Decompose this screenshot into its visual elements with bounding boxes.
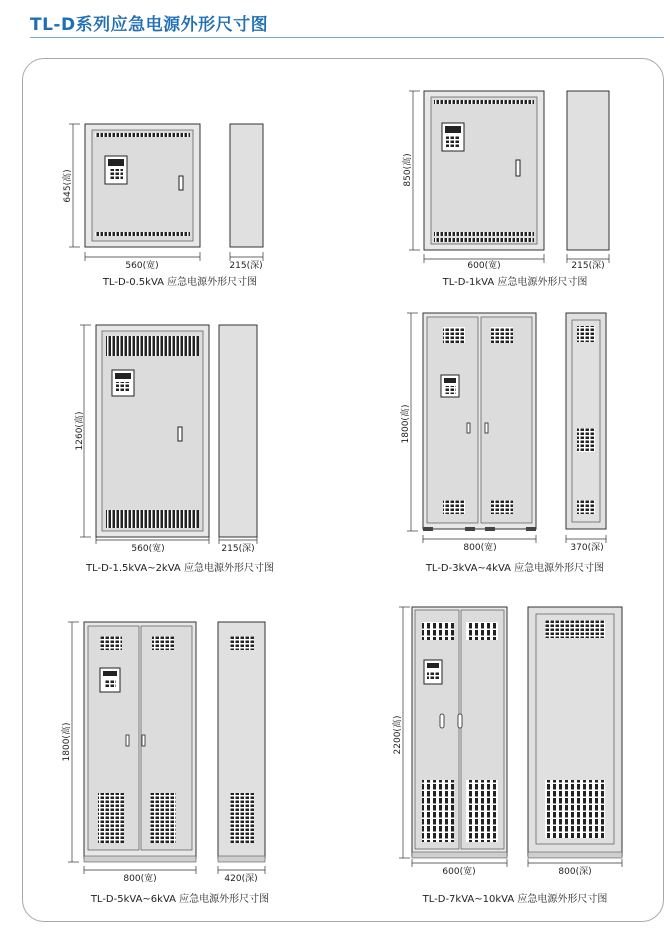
unit-5-width-label: 800(宽) xyxy=(123,874,157,884)
unit-1-depth-label: 215(深) xyxy=(229,261,263,271)
unit-4-front-view xyxy=(423,313,536,531)
unit-5-height-label: 1800(高) xyxy=(62,722,72,762)
page-title: TL-D系列应急电源外形尺寸图 xyxy=(30,15,269,35)
unit-6-height-label: 2200(高) xyxy=(393,715,403,755)
unit-1-caption: TL-D-0.5kVA 应急电源外形尺寸图 xyxy=(102,277,258,288)
unit-6-depth-label: 800(深) xyxy=(558,867,592,877)
unit-3-width-label: 560(宽) xyxy=(131,544,165,554)
unit-5-caption: TL-D-5kVA~6kVA 应急电源外形尺寸图 xyxy=(90,894,270,905)
unit-3-depth-label: 215(深) xyxy=(221,544,255,554)
unit-4-caption: TL-D-3kVA~4kVA 应急电源外形尺寸图 xyxy=(425,563,605,574)
unit-4-width-label: 800(宽) xyxy=(463,543,497,553)
unit-6-front-view xyxy=(412,607,507,858)
unit-4-depth-label: 370(深) xyxy=(570,543,604,553)
unit-3-height-label: 1260(高) xyxy=(75,411,85,451)
unit-4-side-view xyxy=(566,313,606,529)
unit-2-front-view xyxy=(424,91,544,250)
unit-3-caption: TL-D-1.5kVA~2kVA 应急电源外形尺寸图 xyxy=(86,563,274,574)
unit-2-width-label: 600(宽) xyxy=(467,261,501,271)
unit-3-front-view xyxy=(96,325,209,537)
unit-6-caption: TL-D-7kVA~10kVA 应急电源外形尺寸图 xyxy=(422,894,608,905)
unit-5-drawing xyxy=(60,622,269,905)
unit-2-height-label: 850(高) xyxy=(403,153,413,187)
unit-1-front-view xyxy=(85,124,200,247)
unit-1-side-view xyxy=(230,124,263,247)
unit-5-front-view xyxy=(84,622,196,862)
unit-6-width-label: 600(宽) xyxy=(442,867,476,877)
unit-6-drawing xyxy=(391,607,622,905)
unit-5-depth-label: 420(深) xyxy=(224,874,258,884)
unit-3-side-view xyxy=(219,325,257,537)
unit-2-depth-label: 215(深) xyxy=(571,261,605,271)
unit-2-caption: TL-D-1kVA 应急电源外形尺寸图 xyxy=(442,277,588,288)
unit-4-height-label: 1800(高) xyxy=(401,404,411,444)
unit-2-side-view xyxy=(567,91,609,250)
unit-5-side-view xyxy=(218,622,265,862)
unit-1-height-label: 645(高) xyxy=(63,169,73,203)
unit-4-drawing xyxy=(399,313,606,574)
unit-1-drawing xyxy=(61,124,263,288)
unit-6-rear-view xyxy=(528,607,622,858)
unit-3-drawing xyxy=(73,325,274,574)
unit-1-width-label: 560(宽) xyxy=(125,261,159,271)
unit-2-drawing xyxy=(401,91,609,288)
